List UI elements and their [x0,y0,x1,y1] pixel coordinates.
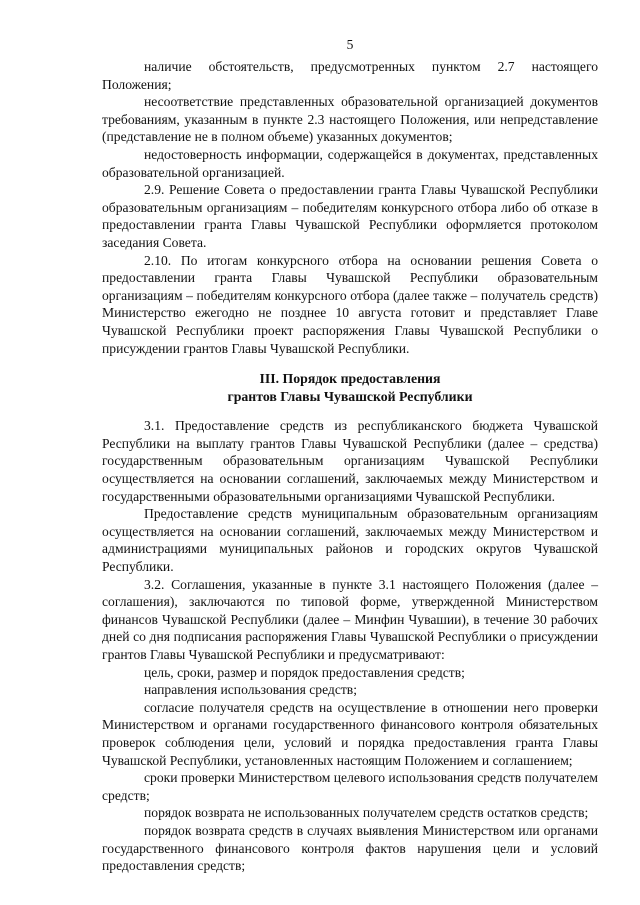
paragraph-3-1: 3.1. Предоставление средств из республиканского бюджета Чувашской Республики на выплату грантов Главы Чувашской Республики (далее – средства) государственным образовательным организациям Чувашской Республики осуществляется на основании соглашений, заключаемых между Министерством и государственными образовательными организациями Чувашской Республики. [102,418,598,504]
paragraph-municipal-funding: Предоставление средств муниципальным образовательным организациям осуществляется на основании соглашений, заключаемых между Министерством и администрациями муниципальных районов и городских округов Чувашской Республики. [102,506,598,575]
paragraph-2-9: 2.9. Решение Совета о предоставлении гранта Главы Чувашской Республики образовательным организациям – победителям конкурсного отбора либо об отказе в предоставлении гранта Главы Чувашской Республики оформляется протоколом заседания Совета. [102,182,598,250]
paragraph-false-information: недостоверность информации, содержащейся в документах, представленных образовательной организацией. [102,146,598,180]
list-item-check-terms: сроки проверки Министерством целевого использования средств получателем средств; [102,770,598,803]
document-page [102,36,598,875]
list-item-unused-return: порядок возврата не использованных получателем средств остатков средств; [144,805,589,821]
list-item-goal-terms: цель, сроки, размер и порядок предоставления средств; [144,664,465,680]
list-item-directions: направления использования средств; [144,682,358,698]
list-item-consent-checks: согласие получателя средств на осуществление в отношении него проверки Министерством и органами государственного финансового контроля обязательных проверок соблюдения цели, условий и порядка предоставления гранта Главы Чувашской Республики, установленных настоящим Положением и соглашением; [102,699,598,768]
section-heading [102,370,598,405]
paragraph-3-2: 3.2. Соглашения, указанные в пункте 3.1 настоящего Положения (далее – соглашения), заключаются по типовой форме, утвержденной Министерством финансов Чувашской Республики (далее – Минфин Чувашии), в течение 30 рабочих дней со дня подписания распоряжения Главы Чувашской Республики о присуждении грантов Главы Чувашской Республики и предусматривают: [102,576,598,662]
section-heading-line-1: III. Порядок предоставления [259,371,441,387]
section-heading-line-2: грантов Главы Чувашской Республики [227,388,473,404]
paragraph-documents-mismatch: несоответствие представленных образовательной организацией документов требованиям, указанным в пункте 2.3 настоящего Положения, или непредставление (представление не в полном объеме) указанных документов; [102,94,598,145]
list-item-violation-return: порядок возврата средств в случаях выявления Министерством или органами государственного финансового контроля фактов нарушения цели и условий предоставления средств; [102,822,598,874]
page-number: 5 [346,37,354,52]
paragraph-2-10: 2.10. По итогам конкурсного отбора на основании решения Совета о предоставлении гранта Главы Чувашской Республики образовательным организациям – победителям конкурсного отбора (далее также – получатель средств) Министерство ежегодно не позднее 10 августа готовит и представляет Главе Чувашской Республики проект распоряжения Главы Чувашской Республики о присуждении грантов Главы Чувашской Республики. [102,252,598,356]
paragraph-circumstances: наличие обстоятельств, предусмотренных пунктом 2.7 настоящего Положения; [102,59,598,92]
